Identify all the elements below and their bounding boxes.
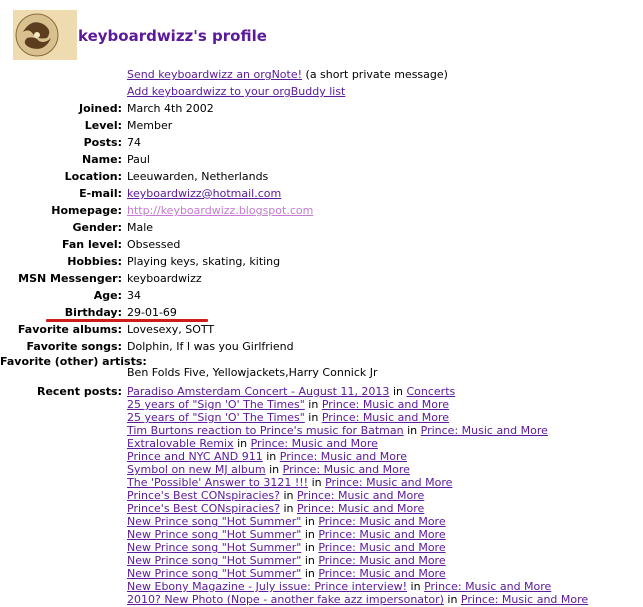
list-item (127, 593, 588, 606)
profile-value: Paul (127, 153, 150, 166)
profile-row (0, 236, 378, 253)
profile-label: Homepage: (51, 204, 122, 217)
profile-row (0, 168, 378, 185)
list-item (127, 450, 588, 463)
post-title-link[interactable]: 2010? New Photo (Nope - another fake azz impersonator) (127, 593, 444, 606)
post-forum-link[interactable]: Prince: Music and More (296, 489, 425, 502)
profile-value: Playing keys, skating, kiting (127, 255, 281, 268)
in-word: in (410, 580, 421, 593)
profile-value: Lovesexy, SOTT (127, 323, 215, 336)
list-item (127, 554, 588, 567)
profile-row (0, 321, 378, 338)
in-word: in (304, 515, 315, 528)
post-title-link[interactable]: Prince's Best CONspiracies? (127, 502, 280, 515)
post-title-link[interactable]: New Prince song "Hot Summer" (127, 554, 302, 567)
profile-row (0, 253, 378, 270)
profile-row (0, 287, 378, 304)
profile-value: Ben Folds Five, Yellowjackets,Harry Connick Jr (127, 366, 378, 379)
profile-label: Favorite songs: (26, 340, 122, 353)
profile-value: March 4th 2002 (127, 102, 214, 115)
post-forum-link[interactable]: Prince: Music and More (460, 593, 589, 606)
post-title-link[interactable]: Prince's Best CONspiracies? (127, 489, 280, 502)
profile-value: 74 (127, 136, 141, 149)
list-item (127, 398, 588, 411)
profile-value: Member (127, 119, 173, 132)
post-title-link[interactable]: The 'Possible' Answer to 3121 !!! (127, 476, 309, 489)
profile-label: Gender: (72, 221, 122, 234)
post-forum-link[interactable]: Prince: Music and More (318, 515, 446, 528)
profile-label: Posts: (83, 136, 122, 149)
page-title: keyboardwizz's profile (78, 27, 267, 45)
profile-label: Level: (84, 119, 122, 132)
red-underline-mark (46, 319, 208, 322)
profile-label: Birthday: (64, 306, 122, 319)
list-item (127, 463, 588, 476)
profile-label: Age: (93, 289, 122, 302)
list-item (127, 411, 588, 424)
profile-row (0, 270, 378, 287)
list-item (127, 437, 588, 450)
post-title-link[interactable]: Tim Burtons reaction to Prince's music for Batman (127, 424, 404, 437)
profile-row (0, 338, 378, 355)
in-word: in (283, 489, 294, 502)
profile-value: keyboardwizz (127, 272, 202, 285)
recent-posts-list (127, 385, 588, 606)
list-item (127, 476, 588, 489)
profile-row (0, 134, 378, 151)
post-forum-link[interactable]: Prince: Music and More (420, 424, 548, 437)
list-item (127, 580, 588, 593)
list-item (127, 528, 588, 541)
list-item (127, 502, 588, 515)
post-title-link[interactable]: New Prince song "Hot Summer" (127, 567, 302, 580)
in-word: in (308, 411, 319, 424)
post-forum-link[interactable]: Concerts (406, 385, 456, 398)
profile-label: Favorite albums: (17, 323, 122, 336)
post-forum-link[interactable]: Prince: Music and More (250, 437, 378, 450)
in-word: in (304, 528, 315, 541)
post-title-link[interactable]: 25 years of "Sign 'O' The Times" (127, 411, 305, 424)
profile-value: Male (127, 221, 154, 234)
profile-label: E-mail: (79, 187, 122, 200)
post-forum-link[interactable]: Prince: Music and More (325, 476, 453, 489)
post-forum-link[interactable]: Prince: Music and More (318, 554, 446, 567)
profile-value: Leeuwarden, Netherlands (127, 170, 269, 183)
post-title-link[interactable]: Prince and NYC AND 911 (127, 450, 263, 463)
in-word: in (304, 541, 315, 554)
profile-label: Fan level: (62, 238, 122, 251)
profile-actions (127, 66, 448, 100)
list-item (127, 489, 588, 502)
list-item (127, 385, 588, 398)
profile-row (0, 202, 378, 219)
profile-value: 29-01-69 (127, 306, 177, 319)
add-orgbuddy-link[interactable]: Add keyboardwizz to your orgBuddy list (127, 85, 346, 98)
profile-label: Name: (82, 153, 122, 166)
profile-row (0, 185, 378, 202)
profile-value: Dolphin, If I was you Girlfriend (127, 340, 294, 353)
post-forum-link[interactable]: Prince: Music and More (318, 541, 446, 554)
post-forum-link[interactable]: Prince: Music and More (321, 411, 450, 424)
avatar (13, 10, 77, 60)
profile-row (0, 219, 378, 236)
profile-row (0, 117, 378, 134)
profile-row (0, 100, 378, 117)
in-word: in (237, 437, 248, 450)
post-title-link[interactable]: New Prince song "Hot Summer" (127, 528, 302, 541)
recent-posts-label: Recent posts: (36, 385, 122, 398)
profile-value: 34 (127, 289, 141, 302)
in-word: in (308, 398, 319, 411)
profile-link[interactable]: keyboardwizz@hotmail.com (127, 187, 282, 200)
avatar-image (13, 10, 77, 60)
in-word: in (269, 463, 280, 476)
in-word: in (266, 450, 277, 463)
post-title-link[interactable]: 25 years of "Sign 'O' The Times" (127, 398, 305, 411)
in-word: in (447, 593, 458, 606)
in-word: in (304, 567, 315, 580)
in-word: in (392, 385, 403, 398)
post-title-link[interactable]: New Prince song "Hot Summer" (127, 515, 302, 528)
post-title-link[interactable]: Paradiso Amsterdam Concert - August 11, 2013 (127, 385, 390, 398)
profile-link[interactable]: http://keyboardwizz.blogspot.com (127, 204, 314, 217)
post-title-link[interactable]: New Ebony Magazine - July issue: Prince interview! (127, 580, 408, 593)
profile-label: Hobbies: (67, 255, 122, 268)
in-word: in (311, 476, 322, 489)
post-forum-link[interactable]: Prince: Music and More (279, 450, 408, 463)
profile-value: Obsessed (127, 238, 181, 251)
recent-posts (0, 385, 588, 606)
profile-label: MSN Messenger: (18, 272, 122, 285)
post-forum-link[interactable]: Prince: Music and More (318, 528, 446, 541)
list-item (127, 567, 588, 580)
post-forum-link[interactable]: Prince: Music and More (321, 398, 450, 411)
post-title-link[interactable]: Extralovable Remix (127, 437, 234, 450)
profile-label: Location: (64, 170, 122, 183)
profile-fields (0, 100, 378, 385)
post-forum-link[interactable]: Prince: Music and More (296, 502, 425, 515)
post-forum-link[interactable]: Prince: Music and More (424, 580, 552, 593)
send-orgnote-link[interactable]: Send keyboardwizz an orgNote! (127, 68, 303, 81)
post-title-link[interactable]: Symbol on new MJ album (127, 463, 266, 476)
send-note-suffix: (a short private message) (302, 68, 448, 81)
list-item (127, 541, 588, 554)
add-buddy-row (127, 83, 448, 100)
in-word: in (283, 502, 294, 515)
post-forum-link[interactable]: Prince: Music and More (318, 567, 446, 580)
post-title-link[interactable]: New Prince song "Hot Summer" (127, 541, 302, 554)
in-word: in (304, 554, 315, 567)
profile-row (0, 151, 378, 168)
profile-label: Favorite (other) artists: (0, 355, 147, 368)
profile-row (0, 355, 378, 385)
send-note-row (127, 66, 448, 83)
profile-label: Joined: (79, 102, 122, 115)
post-forum-link[interactable]: Prince: Music and More (282, 463, 410, 476)
in-word: in (407, 424, 418, 437)
list-item (127, 515, 588, 528)
list-item (127, 424, 588, 437)
